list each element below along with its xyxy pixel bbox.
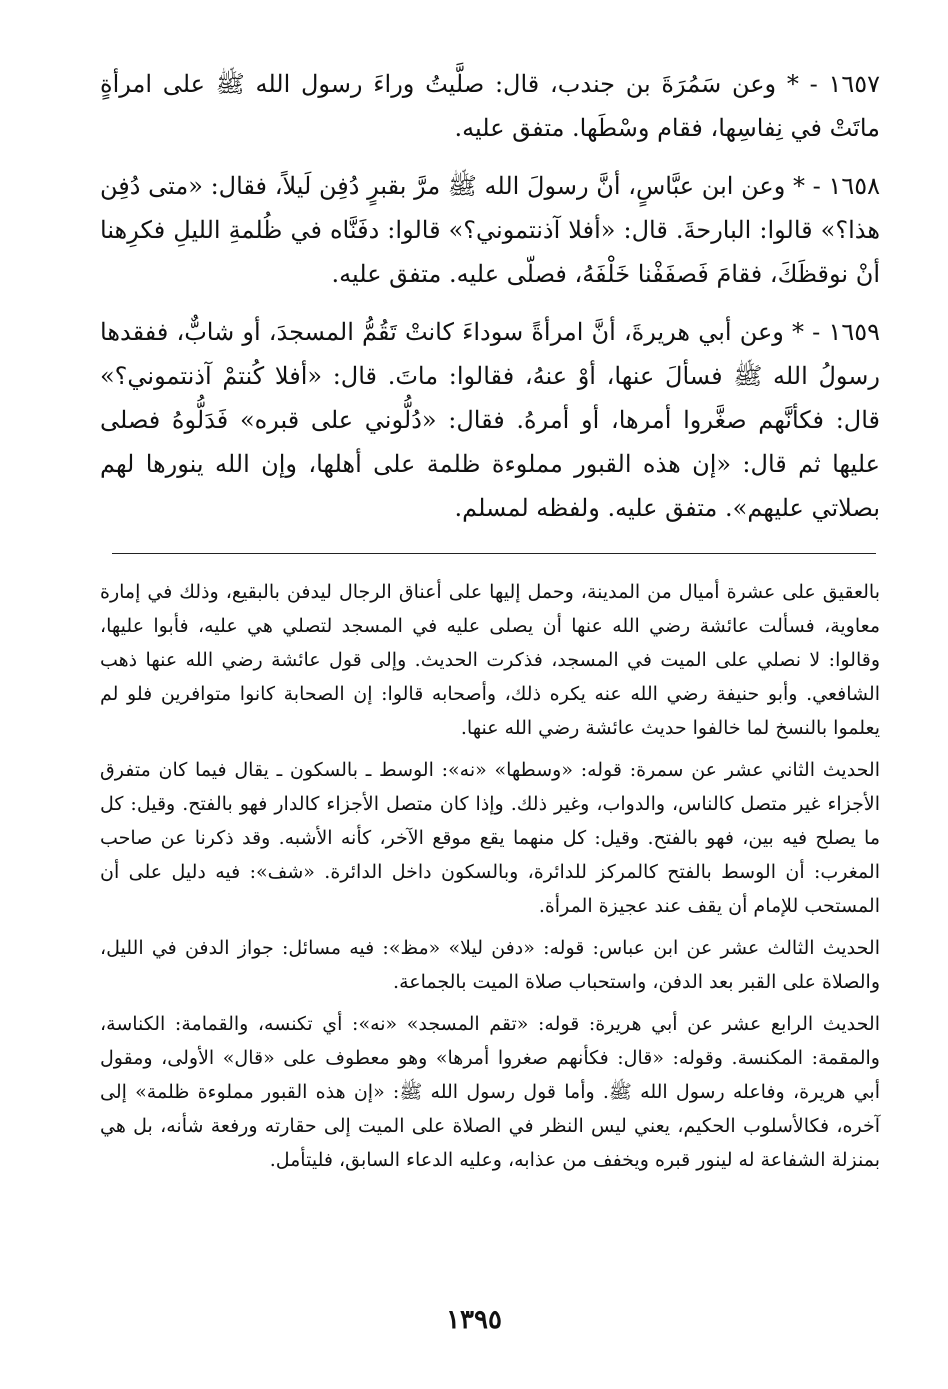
hadith-section (100, 62, 880, 544)
hadith-1659: ١٦٥٩ - * وعن أبي هريرةَ، أنَّ امرأةً سوداءَ كانتْ تَقُمُّ المسجدَ، أو شابٌّ، ففقدها رسولُ الله ﷺ فسألَ عنها، أوْ عنهُ، فقالوا: ماتَ. قال: «أفلا كُنتمْ آذنتموني؟» قال: فكأنَّهم صغَّروا أمرها، أو أمرهُ. فقال: «دُلُّوني على قبره» فَدَلُّوهُ فصلى عليها ثم قال: «إن هذه القبور مملوءة ظلمة على أهلها، وإن الله ينورها لهم بصلاتي عليهم». متفق عليه. ولفظه لمسلم. (100, 318, 880, 522)
commentary-paragraph: الحديث الثاني عشر عن سمرة: قوله: «وسطها» «نه»: الوسط ـ بالسكون ـ يقال فيما كان متفرق الأجزاء غير متصل كالناس، والدواب، وغير ذلك. وإذا كان متصل الأجزاء كالدار فهو بالفتح. وقيل: كل ما يصلح فيه بين، فهو بالفتح. وقيل: كل منهما يقع موقع الآخر، كأنه الأشبه. وقد ذكرنا عن صاحب المغرب: أن الوسط بالفتح كالمركز للدائرة، وبالسكون داخل الدائرة. «شف»: فيه دليل على أن المستحب للإمام أن يقف عند عجيزة المرأة. (100, 759, 880, 917)
commentary-paragraph: الحديث الرابع عشر عن أبي هريرة: قوله: «تقم المسجد» «نه»: أي تكنسه، والقمامة: الكناسة، والمقمة: المكنسة. وقوله: «قال: فكأنهم صغروا أمرها» وهو معطوف على «قال» الأولى، ومقول أبي هريرة، وفاعله رسول الله ﷺ. وأما قول رسول الله ﷺ: «إن هذه القبور مملوءة ظلمة» إلى آخره، فكالأسلوب الحكيم، يعني ليس النظر في الصلاة على الميت إلى حقارته ورفعة شأنه، بل هي بمنزلة الشفاعة له لينور قبره ويخفف من عذابه، وعليه الدعاء السابق، فليتأمل. (100, 1013, 880, 1171)
hadith-1658: ١٦٥٨ - * وعن ابن عبَّاسٍ، أنَّ رسولَ الله ﷺ مرَّ بقبرٍ دُفِن لَيلاً، فقال: «متى دُفِن هذا؟» قالوا: البارحةَ. قال: «أفلا آذنتموني؟» قالوا: دفَنَّاه في ظُلمةِ الليلِ فكرِهنا أنْ نوقظَكَ، فقامَ فَصفَفْنا خَلْفَهُ، فصلّى عليه. متفق عليه. (100, 172, 880, 288)
hadith-1657: ١٦٥٧ - * وعن سَمُرَةَ بن جندب، قال: صلَّيتُ وراءَ رسول الله ﷺ على امرأةٍ ماتَتْ في نِفاسِها، فقام وسْطَها. متفق عليه. (100, 70, 881, 142)
commentary-paragraph: الحديث الثالث عشر عن ابن عباس: قوله: «دفن ليلا» «مظ»: فيه مسائل: جواز الدفن في الليل، والصلاة على القبر بعد الدفن، واستحباب صلاة الميت بالجماعة. (100, 937, 880, 993)
page-number: ١٣٩٥ (446, 1305, 502, 1335)
commentary-section (100, 575, 880, 1185)
commentary-paragraph: بالعقيق على عشرة أميال من المدينة، وحمل إليها على أعناق الرجال ليدفن بالبقيع، وذلك في إمارة معاوية، فسألت عائشة رضي الله عنها أن يصلى عليه في المسجد لتصلي هي عليه، فأبوا عليها، وقالوا: لا نصلي على الميت في المسجد، فذكرت الحديث. وإلى قول عائشة رضي الله عنها ذهب الشافعي. وأبو حنيفة رضي الله عنه يكره ذلك، وأصحابه قالوا: إن الصحابة كانوا متوافرين فلو لم يعلموا بالنسخ لما خالفوا حديث عائشة رضي الله عنها. (100, 581, 880, 739)
footnote-divider (112, 553, 876, 554)
